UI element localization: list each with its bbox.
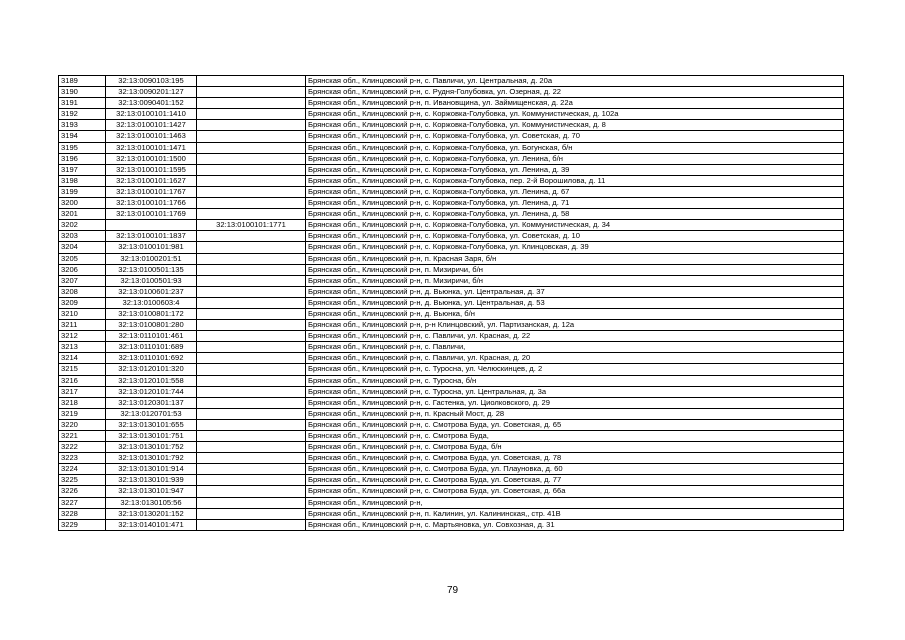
cadastral-number-cell: 32:13:0110101:461 — [106, 331, 197, 342]
table-row — [59, 109, 844, 120]
address-cell: Брянская обл., Клинцовский р-н, с. Коржовка-Голубовка, ул. Богунская, б/н — [306, 142, 844, 153]
row-number-cell: 3224 — [59, 464, 106, 475]
table-row — [59, 175, 844, 186]
cadastral-number-cell: 32:13:0130101:655 — [106, 419, 197, 430]
cadastral-number-alt-cell — [197, 308, 306, 319]
cadastral-number-alt-cell — [197, 242, 306, 253]
address-cell: Брянская обл., Клинцовский р-н, с. Смотрова Буда, б/н — [306, 442, 844, 453]
table-row — [59, 364, 844, 375]
row-number-cell: 3195 — [59, 142, 106, 153]
cadastral-number-alt-cell — [197, 286, 306, 297]
cadastral-number-cell: 32:13:0130101:751 — [106, 431, 197, 442]
row-number-cell: 3203 — [59, 231, 106, 242]
cadastral-number-alt-cell — [197, 397, 306, 408]
cadastral-number-cell: 32:13:0130101:752 — [106, 442, 197, 453]
row-number-cell: 3219 — [59, 408, 106, 419]
row-number-cell: 3217 — [59, 386, 106, 397]
cadastral-number-cell: 32:13:0130201:152 — [106, 508, 197, 519]
row-number-cell: 3214 — [59, 353, 106, 364]
address-cell: Брянская обл., Клинцовский р-н, с. Павличи, ул. Красная, д. 22 — [306, 331, 844, 342]
cadastral-number-alt-cell — [197, 175, 306, 186]
address-cell: Брянская обл., Клинцовский р-н, с. Коржовка-Голубовка, ул. Коммунистическая, д. 34 — [306, 220, 844, 231]
table-row — [59, 519, 844, 530]
cadastral-number-cell: 32:13:0120101:320 — [106, 364, 197, 375]
cadastral-number-alt-cell — [197, 198, 306, 209]
cadastral-number-alt-cell — [197, 442, 306, 453]
address-cell: Брянская обл., Клинцовский р-н, п. Красный Мост, д. 28 — [306, 408, 844, 419]
row-number-cell: 3210 — [59, 308, 106, 319]
table-row — [59, 386, 844, 397]
row-number-cell: 3200 — [59, 198, 106, 209]
cadastral-number-cell — [106, 220, 197, 231]
address-cell: Брянская обл., Клинцовский р-н, с. Мартьяновка, ул. Совхозная, д. 31 — [306, 519, 844, 530]
row-number-cell: 3193 — [59, 120, 106, 131]
row-number-cell: 3202 — [59, 220, 106, 231]
cadastral-number-cell: 32:13:0090201:127 — [106, 87, 197, 98]
address-cell: Брянская обл., Клинцовский р-н, с. Смотрова Буда, ул. Плауновка, д. 60 — [306, 464, 844, 475]
table-row — [59, 209, 844, 220]
table-row — [59, 308, 844, 319]
cadastral-number-alt-cell — [197, 320, 306, 331]
table-row — [59, 220, 844, 231]
cadastral-number-cell: 32:13:0130101:914 — [106, 464, 197, 475]
cadastral-number-cell: 32:13:0120101:558 — [106, 375, 197, 386]
cadastral-number-alt-cell — [197, 519, 306, 530]
cadastral-number-alt-cell — [197, 98, 306, 109]
address-cell: Брянская обл., Клинцовский р-н, с. Коржовка-Голубовка, ул. Коммунистическая, д. 8 — [306, 120, 844, 131]
table-row — [59, 375, 844, 386]
table-row — [59, 198, 844, 209]
cadastral-number-cell: 32:13:0100801:172 — [106, 308, 197, 319]
cadastral-number-cell: 32:13:0090103:195 — [106, 76, 197, 87]
row-number-cell: 3213 — [59, 342, 106, 353]
table-row — [59, 297, 844, 308]
cadastral-number-cell: 32:13:0120301:137 — [106, 397, 197, 408]
address-cell: Брянская обл., Клинцовский р-н, с. Павличи, — [306, 342, 844, 353]
address-cell: Брянская обл., Клинцовский р-н, с. Смотрова Буда, ул. Советская, д. 77 — [306, 475, 844, 486]
row-number-cell: 3212 — [59, 331, 106, 342]
table-row — [59, 231, 844, 242]
address-cell: Брянская обл., Клинцовский р-н, с. Гастенка, ул. Циолковского, д. 29 — [306, 397, 844, 408]
row-number-cell: 3191 — [59, 98, 106, 109]
row-number-cell: 3211 — [59, 320, 106, 331]
table-row — [59, 264, 844, 275]
cadastral-number-cell: 32:13:0090401:152 — [106, 98, 197, 109]
address-cell: Брянская обл., Клинцовский р-н, с. Туросна, ул. Челюскинцев, д. 2 — [306, 364, 844, 375]
address-cell: Брянская обл., Клинцовский р-н, с. Коржовка-Голубовка, ул. Советская, д. 70 — [306, 131, 844, 142]
row-number-cell: 3201 — [59, 209, 106, 220]
table-row — [59, 76, 844, 87]
cadastral-number-cell: 32:13:0100101:1595 — [106, 164, 197, 175]
table-row — [59, 320, 844, 331]
cadastral-number-cell: 32:13:0100101:1627 — [106, 175, 197, 186]
cadastral-number-alt-cell — [197, 508, 306, 519]
cadastral-number-cell: 32:13:0100101:1766 — [106, 198, 197, 209]
cadastral-number-alt-cell — [197, 253, 306, 264]
table-row — [59, 275, 844, 286]
address-cell: Брянская обл., Клинцовский р-н, с. Туросна, б/н — [306, 375, 844, 386]
cadastral-number-alt-cell — [197, 331, 306, 342]
cadastral-number-cell: 32:13:0100801:280 — [106, 320, 197, 331]
row-number-cell: 3209 — [59, 297, 106, 308]
cadastral-number-cell: 32:13:0110101:692 — [106, 353, 197, 364]
row-number-cell: 3221 — [59, 431, 106, 442]
row-number-cell: 3218 — [59, 397, 106, 408]
row-number-cell: 3223 — [59, 453, 106, 464]
address-cell: Брянская обл., Клинцовский р-н, с. Коржовка-Голубовка, ул. Клинцовская, д. 39 — [306, 242, 844, 253]
row-number-cell: 3226 — [59, 486, 106, 497]
cadastral-number-cell: 32:13:0100101:1837 — [106, 231, 197, 242]
cadastral-number-alt-cell — [197, 76, 306, 87]
row-number-cell: 3222 — [59, 442, 106, 453]
row-number-cell: 3225 — [59, 475, 106, 486]
cadastral-number-alt-cell — [197, 353, 306, 364]
table-row — [59, 497, 844, 508]
address-cell: Брянская обл., Клинцовский р-н, с. Коржовка-Голубовка, ул. Советская, д. 10 — [306, 231, 844, 242]
table-row — [59, 286, 844, 297]
cadastral-number-alt-cell — [197, 497, 306, 508]
cadastral-number-alt-cell — [197, 109, 306, 120]
row-number-cell: 3207 — [59, 275, 106, 286]
address-cell: Брянская обл., Клинцовский р-н, д. Вьюнка, б/н — [306, 308, 844, 319]
cadastral-number-cell: 32:13:0130101:792 — [106, 453, 197, 464]
property-registry-table — [58, 75, 844, 531]
row-number-cell: 3190 — [59, 87, 106, 98]
cadastral-number-cell: 32:13:0130101:947 — [106, 486, 197, 497]
row-number-cell: 3220 — [59, 419, 106, 430]
address-cell: Брянская обл., Клинцовский р-н, с. Туросна, ул. Центральная, д. 3а — [306, 386, 844, 397]
address-cell: Брянская обл., Клинцовский р-н, с. Смотрова Буда, — [306, 431, 844, 442]
address-cell: Брянская обл., Клинцовский р-н, с. Рудня-Голубовка, ул. Озерная, д. 22 — [306, 87, 844, 98]
cadastral-number-alt-cell — [197, 375, 306, 386]
cadastral-number-cell: 32:13:0130105:56 — [106, 497, 197, 508]
cadastral-number-cell: 32:13:0100101:1410 — [106, 109, 197, 120]
row-number-cell: 3198 — [59, 175, 106, 186]
cadastral-number-cell: 32:13:0120101:744 — [106, 386, 197, 397]
address-cell: Брянская обл., Клинцовский р-н, п. Мизиричи, б/н — [306, 275, 844, 286]
table-row — [59, 242, 844, 253]
cadastral-number-cell: 32:13:0100101:1427 — [106, 120, 197, 131]
cadastral-number-cell: 32:13:0100101:1471 — [106, 142, 197, 153]
table-row — [59, 464, 844, 475]
table-row — [59, 142, 844, 153]
table-row — [59, 120, 844, 131]
row-number-cell: 3204 — [59, 242, 106, 253]
cadastral-number-alt-cell — [197, 209, 306, 220]
cadastral-number-alt-cell — [197, 486, 306, 497]
cadastral-number-cell: 32:13:0100501:135 — [106, 264, 197, 275]
address-cell: Брянская обл., Клинцовский р-н, п. Мизиричи, б/н — [306, 264, 844, 275]
cadastral-number-cell: 32:13:0100101:1767 — [106, 186, 197, 197]
address-cell: Брянская обл., Клинцовский р-н, п. Ивановщина, ул. Займищенская, д. 22а — [306, 98, 844, 109]
cadastral-number-alt-cell — [197, 275, 306, 286]
cadastral-number-cell: 32:13:0100201:51 — [106, 253, 197, 264]
registry-table-body — [59, 76, 844, 531]
row-number-cell: 3216 — [59, 375, 106, 386]
cadastral-number-alt-cell — [197, 186, 306, 197]
address-cell: Брянская обл., Клинцовский р-н, с. Коржовка-Голубовка, ул. Ленина, д. 39 — [306, 164, 844, 175]
address-cell: Брянская обл., Клинцовский р-н, с. Коржовка-Голубовка, пер. 2-й Ворошилова, д. 11 — [306, 175, 844, 186]
address-cell: Брянская обл., Клинцовский р-н, с. Коржовка-Голубовка, ул. Ленина, д. 71 — [306, 198, 844, 209]
table-row — [59, 397, 844, 408]
address-cell: Брянская обл., Клинцовский р-н, п. Красная Заря, б/н — [306, 253, 844, 264]
cadastral-number-cell: 32:13:0100101:1500 — [106, 153, 197, 164]
address-cell: Брянская обл., Клинцовский р-н, с. Коржовка-Голубовка, ул. Ленина, д. 67 — [306, 186, 844, 197]
cadastral-number-alt-cell — [197, 297, 306, 308]
address-cell: Брянская обл., Клинцовский р-н, п. Калинин, ул. Калининская,, стр. 41В — [306, 508, 844, 519]
address-cell: Брянская обл., Клинцовский р-н, р-н Клинцовский, ул. Партизанская, д. 12а — [306, 320, 844, 331]
cadastral-number-cell: 32:13:0100601:237 — [106, 286, 197, 297]
address-cell: Брянская обл., Клинцовский р-н, с. Павличи, ул. Красная, д. 20 — [306, 353, 844, 364]
cadastral-number-alt-cell — [197, 342, 306, 353]
table-row — [59, 342, 844, 353]
table-row — [59, 431, 844, 442]
cadastral-number-alt-cell — [197, 464, 306, 475]
cadastral-number-alt-cell — [197, 164, 306, 175]
address-cell: Брянская обл., Клинцовский р-н, д. Вьюнка, ул. Центральная, д. 37 — [306, 286, 844, 297]
address-cell: Брянская обл., Клинцовский р-н, с. Смотрова Буда, ул. Советская, д. 78 — [306, 453, 844, 464]
table-row — [59, 419, 844, 430]
table-row — [59, 253, 844, 264]
cadastral-number-alt-cell — [197, 142, 306, 153]
cadastral-number-alt-cell — [197, 475, 306, 486]
cadastral-number-alt-cell: 32:13:0100101:1771 — [197, 220, 306, 231]
table-row — [59, 153, 844, 164]
row-number-cell: 3197 — [59, 164, 106, 175]
table-row — [59, 131, 844, 142]
cadastral-number-cell: 32:13:0120701:53 — [106, 408, 197, 419]
cadastral-number-alt-cell — [197, 131, 306, 142]
row-number-cell: 3229 — [59, 519, 106, 530]
cadastral-number-alt-cell — [197, 264, 306, 275]
cadastral-number-alt-cell — [197, 431, 306, 442]
address-cell: Брянская обл., Клинцовский р-н, с. Смотрова Буда, ул. Советская, д. 66а — [306, 486, 844, 497]
row-number-cell: 3205 — [59, 253, 106, 264]
cadastral-number-cell: 32:13:0140101:471 — [106, 519, 197, 530]
table-row — [59, 442, 844, 453]
address-cell: Брянская обл., Клинцовский р-н, с. Павличи, ул. Центральная, д. 20а — [306, 76, 844, 87]
cadastral-number-cell: 32:13:0100101:1769 — [106, 209, 197, 220]
table-row — [59, 475, 844, 486]
address-cell: Брянская обл., Клинцовский р-н, с. Коржовка-Голубовка, ул. Коммунистическая, д. 102а — [306, 109, 844, 120]
address-cell: Брянская обл., Клинцовский р-н, с. Смотрова Буда, ул. Советская, д. 65 — [306, 419, 844, 430]
table-row — [59, 353, 844, 364]
row-number-cell: 3199 — [59, 186, 106, 197]
cadastral-number-alt-cell — [197, 408, 306, 419]
table-row — [59, 164, 844, 175]
table-row — [59, 98, 844, 109]
table-row — [59, 186, 844, 197]
table-row — [59, 508, 844, 519]
row-number-cell: 3196 — [59, 153, 106, 164]
row-number-cell: 3227 — [59, 497, 106, 508]
cadastral-number-cell: 32:13:0100501:93 — [106, 275, 197, 286]
cadastral-number-alt-cell — [197, 120, 306, 131]
table-row — [59, 331, 844, 342]
cadastral-number-alt-cell — [197, 386, 306, 397]
cadastral-number-cell: 32:13:0100101:1463 — [106, 131, 197, 142]
cadastral-number-alt-cell — [197, 231, 306, 242]
cadastral-number-cell: 32:13:0100603:4 — [106, 297, 197, 308]
page-number: 79 — [446, 585, 459, 596]
row-number-cell: 3192 — [59, 109, 106, 120]
cadastral-number-cell: 32:13:0110101:689 — [106, 342, 197, 353]
row-number-cell: 3208 — [59, 286, 106, 297]
row-number-cell: 3189 — [59, 76, 106, 87]
cadastral-number-alt-cell — [197, 364, 306, 375]
cadastral-number-cell: 32:13:0130101:939 — [106, 475, 197, 486]
address-cell: Брянская обл., Клинцовский р-н, с. Коржовка-Голубовка, ул. Ленина, б/н — [306, 153, 844, 164]
cadastral-number-cell: 32:13:0100101:981 — [106, 242, 197, 253]
address-cell: Брянская обл., Клинцовский р-н, д. Вьюнка, ул. Центральная, д. 53 — [306, 297, 844, 308]
address-cell: Брянская обл., Клинцовский р-н, с. Коржовка-Голубовка, ул. Ленина, д. 58 — [306, 209, 844, 220]
cadastral-number-alt-cell — [197, 453, 306, 464]
row-number-cell: 3194 — [59, 131, 106, 142]
table-row — [59, 486, 844, 497]
row-number-cell: 3228 — [59, 508, 106, 519]
row-number-cell: 3206 — [59, 264, 106, 275]
address-cell: Брянская обл., Клинцовский р-н, — [306, 497, 844, 508]
row-number-cell: 3215 — [59, 364, 106, 375]
table-row — [59, 87, 844, 98]
cadastral-number-alt-cell — [197, 419, 306, 430]
table-row — [59, 453, 844, 464]
cadastral-number-alt-cell — [197, 87, 306, 98]
cadastral-number-alt-cell — [197, 153, 306, 164]
table-row — [59, 408, 844, 419]
